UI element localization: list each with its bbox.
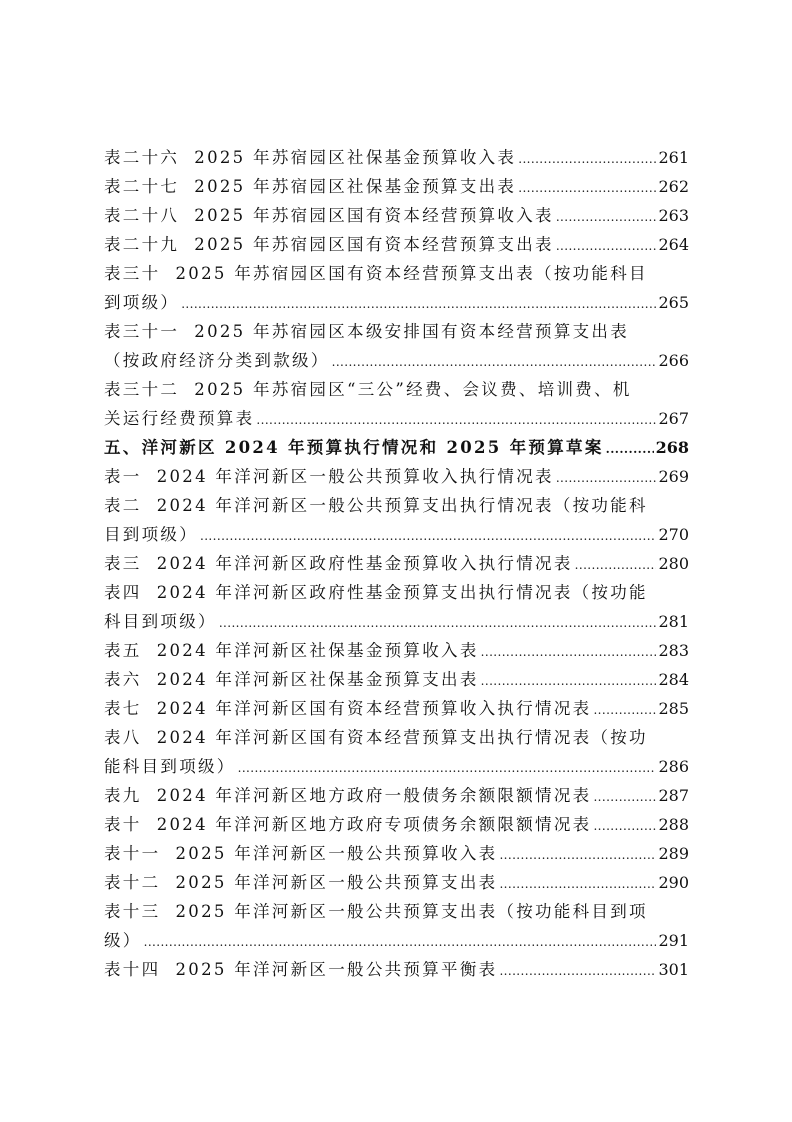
toc-page-number: 291 xyxy=(658,931,689,950)
toc-page-number: 288 xyxy=(658,815,689,834)
toc-entry xyxy=(104,868,689,897)
dot-leader xyxy=(181,290,656,319)
toc-entry-title: 表三十 2025 年苏宿园区国有资本经营预算支出表（按功能科目 xyxy=(104,264,648,283)
dot-leader xyxy=(575,551,657,580)
toc-page-number: 281 xyxy=(658,612,689,631)
toc-page-number: 289 xyxy=(658,844,689,863)
toc-line xyxy=(104,491,689,520)
toc-line xyxy=(104,346,689,375)
toc-line xyxy=(104,549,689,578)
toc-page-number: 265 xyxy=(658,293,689,312)
toc-line xyxy=(104,404,689,433)
toc-entry xyxy=(104,172,689,201)
toc-line xyxy=(104,607,689,636)
toc-page-number: 280 xyxy=(658,554,689,573)
toc-line xyxy=(104,810,689,839)
toc-page-number: 285 xyxy=(658,699,689,718)
toc-line xyxy=(104,375,689,404)
toc-entry-title: 表二十九 2025 年苏宿园区国有资本经营预算支出表 xyxy=(104,235,554,254)
toc-line xyxy=(104,926,689,955)
toc-entry-title: 表二十八 2025 年苏宿园区国有资本经营预算收入表 xyxy=(104,206,554,225)
toc-entry xyxy=(104,491,689,549)
dot-leader xyxy=(256,406,656,435)
toc-line xyxy=(104,317,689,346)
toc-entry xyxy=(104,578,689,636)
dot-leader xyxy=(499,841,656,870)
dot-leader xyxy=(200,522,656,551)
toc-entry-title: 表五 2024 年洋河新区社保基金预算收入表 xyxy=(104,641,479,660)
toc-page-number: 284 xyxy=(658,670,689,689)
toc-page-number: 283 xyxy=(658,641,689,660)
toc-page-number: 286 xyxy=(658,757,689,776)
toc-line xyxy=(104,723,689,752)
toc-page-number: 270 xyxy=(658,525,689,544)
toc-section-heading xyxy=(104,433,689,462)
dot-leader xyxy=(593,783,656,812)
toc-line xyxy=(104,781,689,810)
toc-page-number: 261 xyxy=(658,148,689,167)
toc-entry xyxy=(104,549,689,578)
toc-entry-title: 表八 2024 年洋河新区国有资本经营预算支出执行情况表（按功 xyxy=(104,728,648,747)
toc-entry-title: 关运行经费预算表 xyxy=(104,409,255,428)
toc-line xyxy=(104,868,689,897)
toc-entry-title: 表十一 2025 年洋河新区一般公共预算收入表 xyxy=(104,844,498,863)
toc-page-number: 290 xyxy=(658,873,689,892)
dot-leader xyxy=(332,348,657,377)
table-of-contents xyxy=(104,143,689,984)
toc-line xyxy=(104,665,689,694)
toc-entry-title: 表二十七 2025 年苏宿园区社保基金预算支出表 xyxy=(104,177,517,196)
toc-line xyxy=(104,201,689,230)
toc-entry xyxy=(104,810,689,839)
toc-page-number: 301 xyxy=(658,960,689,979)
dot-leader xyxy=(499,870,656,899)
toc-line xyxy=(104,143,689,172)
toc-entry-title: 表十 2024 年洋河新区地方政府专项债务余额限额情况表 xyxy=(104,815,592,834)
toc-line xyxy=(104,520,689,549)
toc-entry xyxy=(104,230,689,259)
toc-entry xyxy=(104,143,689,172)
toc-entry xyxy=(104,723,689,781)
toc-entry-title: 表九 2024 年洋河新区地方政府一般债务余额限额情况表 xyxy=(104,786,592,805)
toc-entry-title: 表七 2024 年洋河新区国有资本经营预算收入执行情况表 xyxy=(104,699,592,718)
dot-leader xyxy=(219,609,657,638)
toc-line xyxy=(104,433,689,462)
toc-entry xyxy=(104,636,689,665)
dot-leader xyxy=(481,667,657,696)
dot-leader xyxy=(606,435,654,464)
toc-line xyxy=(104,172,689,201)
toc-line xyxy=(104,839,689,868)
toc-line xyxy=(104,230,689,259)
toc-line xyxy=(104,694,689,723)
toc-line xyxy=(104,288,689,317)
toc-entry-title: 表二十六 2025 年苏宿园区社保基金预算收入表 xyxy=(104,148,517,167)
toc-page-number: 269 xyxy=(658,467,689,486)
toc-entry xyxy=(104,781,689,810)
dot-leader xyxy=(499,957,656,986)
toc-page-number: 264 xyxy=(658,235,689,254)
toc-entry-title: 表三十一 2025 年苏宿园区本级安排国有资本经营预算支出表 xyxy=(104,322,630,341)
dot-leader xyxy=(593,696,656,725)
toc-entry xyxy=(104,839,689,868)
toc-line xyxy=(104,462,689,491)
toc-entry-title: 表三 2024 年洋河新区政府性基金预算收入执行情况表 xyxy=(104,554,573,573)
toc-line xyxy=(104,578,689,607)
dot-leader xyxy=(144,928,657,957)
toc-entry xyxy=(104,375,689,433)
toc-page-number: 268 xyxy=(655,438,689,457)
toc-entry-title: 目到项级） xyxy=(104,525,198,544)
toc-entry-title: （按政府经济分类到款级） xyxy=(104,351,330,370)
toc-page-number: 267 xyxy=(658,409,689,428)
toc-entry-title: 表十四 2025 年洋河新区一般公共预算平衡表 xyxy=(104,960,498,979)
toc-entry-title: 表十二 2025 年洋河新区一般公共预算支出表 xyxy=(104,873,498,892)
toc-entry-title: 五、洋河新区 2024 年预算执行情况和 2025 年预算草案 xyxy=(104,438,604,457)
toc-entry-title: 级） xyxy=(104,931,142,950)
toc-line xyxy=(104,752,689,781)
toc-entry xyxy=(104,462,689,491)
toc-entry xyxy=(104,694,689,723)
toc-entry xyxy=(104,201,689,230)
toc-entry-title: 表一 2024 年洋河新区一般公共预算收入执行情况表 xyxy=(104,467,554,486)
toc-entry xyxy=(104,317,689,375)
toc-entry xyxy=(104,955,689,984)
dot-leader xyxy=(518,174,656,203)
toc-entry-title: 表二 2024 年洋河新区一般公共预算支出执行情况表（按功能科 xyxy=(104,496,648,515)
toc-page-number: 262 xyxy=(658,177,689,196)
toc-entry xyxy=(104,897,689,955)
dot-leader xyxy=(556,464,657,493)
toc-page-number: 263 xyxy=(658,206,689,225)
toc-entry-title: 表三十二 2025 年苏宿园区“三公”经费、会议费、培训费、机 xyxy=(104,380,632,399)
toc-line xyxy=(104,955,689,984)
toc-line xyxy=(104,897,689,926)
toc-entry-title: 到项级） xyxy=(104,293,180,312)
toc-entry xyxy=(104,665,689,694)
dot-leader xyxy=(556,232,657,261)
toc-entry-title: 表四 2024 年洋河新区政府性基金预算支出执行情况表（按功能 xyxy=(104,583,648,602)
toc-entry-title: 科目到项级） xyxy=(104,612,217,631)
toc-page-number: 266 xyxy=(658,351,689,370)
dot-leader xyxy=(593,812,656,841)
toc-line xyxy=(104,636,689,665)
toc-entry-title: 表六 2024 年洋河新区社保基金预算支出表 xyxy=(104,670,479,689)
toc-entry xyxy=(104,259,689,317)
toc-entry-title: 表十三 2025 年洋河新区一般公共预算支出表（按功能科目到项 xyxy=(104,902,648,921)
toc-line xyxy=(104,259,689,288)
toc-page-number: 287 xyxy=(658,786,689,805)
dot-leader xyxy=(481,638,657,667)
toc-entry-title: 能科目到项级） xyxy=(104,757,236,776)
dot-leader xyxy=(518,145,656,174)
dot-leader xyxy=(238,754,657,783)
dot-leader xyxy=(556,203,657,232)
